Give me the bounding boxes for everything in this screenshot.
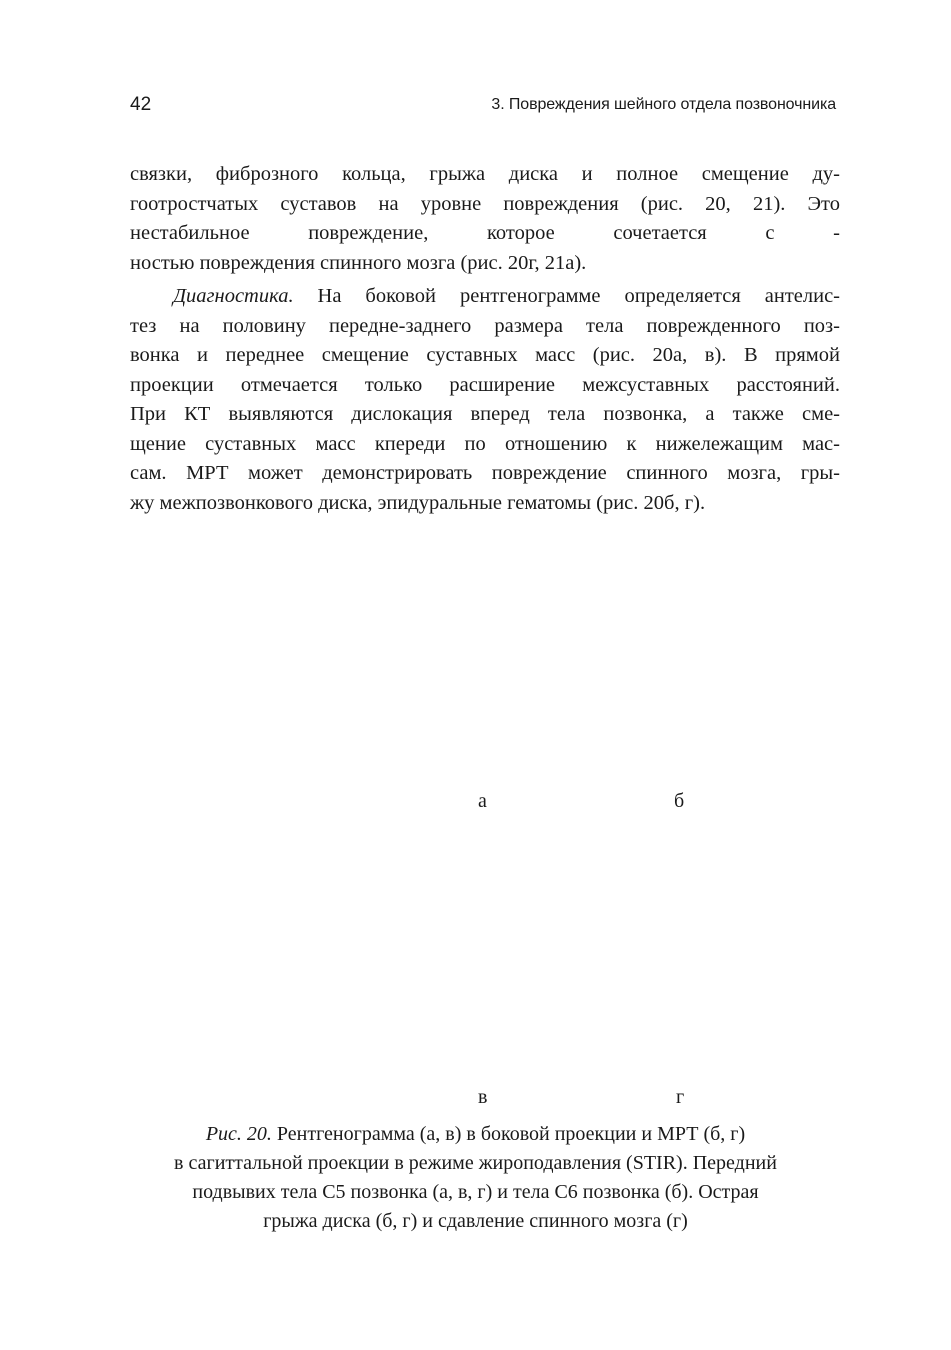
figure-caption: [100, 1120, 851, 1236]
caption-line-2: в сагиттальной проекции в режиме жироподавления (STIR). Передний: [174, 1152, 777, 1174]
paragraph-2-line-4: проекции отмечается только расширение межсуставных расстояний.: [130, 373, 840, 396]
paragraph-2-lead-term: Диагностика.: [173, 285, 294, 307]
paragraph-2-line-6: щение суставных масс кпереди по отношению к нижележащим мас-: [130, 432, 840, 455]
section-title: 3. Повреждения шейного отдела позвоночника: [491, 96, 836, 113]
page-number: 42: [130, 94, 152, 115]
panel-label-b: б: [674, 790, 685, 812]
figure-20: [130, 540, 840, 1120]
paragraph-1-line-1: связки, фиброзного кольца, грыжа диска и полное смещение ду-: [130, 163, 840, 185]
paragraph-2: [130, 282, 840, 518]
panel-label-a: а: [478, 790, 487, 812]
paragraph-1: [130, 160, 840, 278]
paragraph-2-line-1: [130, 282, 840, 312]
paragraph-1-line-4: ностью повреждения спинного мозга (рис. 20г, 21а).: [130, 251, 587, 274]
caption-line-1-rest: Рентгенограмма (а, в) в боковой проекции и МРТ (б, г): [276, 1123, 746, 1145]
paragraph-2-line-7: сам. МРТ может демонстрировать повреждение спинного мозга, гры-: [130, 462, 840, 484]
running-head: [130, 94, 836, 118]
paragraph-2-line-2: тез на половину передне-заднего размера тела поврежденного поз-: [130, 314, 840, 337]
caption-line-4: грыжа диска (б, г) и сдавление спинного мозга (г): [263, 1210, 688, 1232]
panel-label-v: в: [478, 1086, 488, 1108]
paragraph-2-line-5: При КТ выявляются дислокация вперед тела позвонка, а также сме-: [130, 403, 840, 425]
paragraph-1-line-3: нестабильное повреждение, которое сочетается с -: [130, 222, 840, 244]
paragraph-2-line-3: вонка и переднее смещение суставных масс (рис. 20а, в). В прямой: [130, 344, 840, 366]
paragraph-1-line-2: гоотростчатых суставов на уровне повреждения (рис. 20, 21). Это: [130, 192, 840, 215]
paragraph-2-line-8: жу межпозвонкового диска, эпидуральные гематомы (рис. 20б, г).: [130, 491, 706, 514]
caption-line-1: [100, 1120, 851, 1149]
paragraph-2-line-1-rest: На боковой рентгенограмме определяется антелис-: [317, 285, 840, 307]
caption-figure-number: Рис. 20.: [205, 1123, 272, 1145]
panel-label-g: г: [676, 1086, 685, 1108]
caption-line-3: подвывих тела С5 позвонка (а, в, г) и тела С6 позвонка (б). Острая: [192, 1181, 759, 1203]
